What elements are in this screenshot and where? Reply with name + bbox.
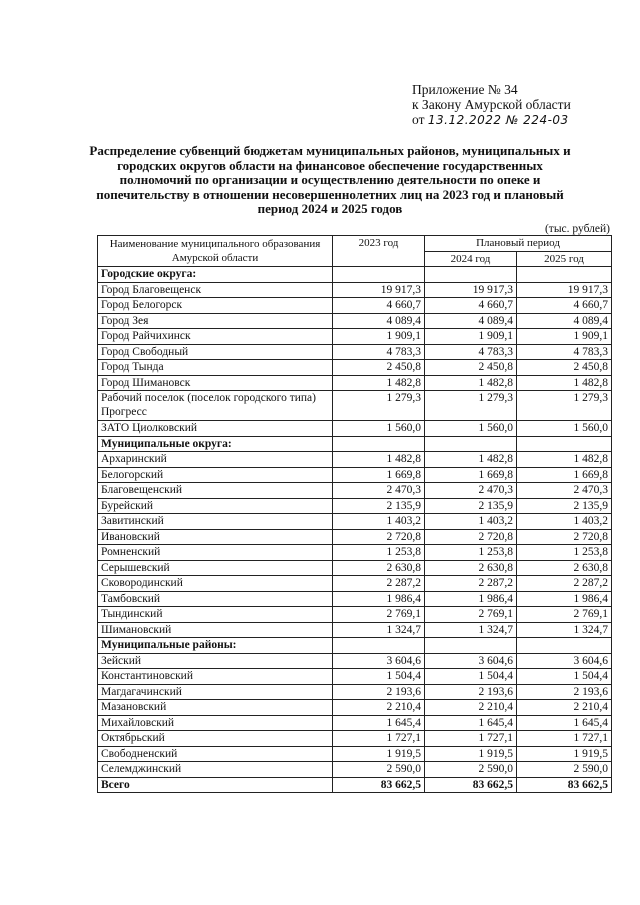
value-2023: 2 720,8 — [333, 529, 425, 545]
value-2023: 2 769,1 — [333, 607, 425, 623]
section-title: Муниципальные районы: — [98, 638, 333, 654]
value-2025: 4 089,4 — [517, 313, 612, 329]
subventions-table — [97, 235, 612, 793]
value-2025: 19 917,3 — [517, 282, 612, 298]
value-2024: 2 630,8 — [425, 560, 517, 576]
value-2025: 2 769,1 — [517, 607, 612, 623]
table-row — [98, 452, 612, 468]
value-2024: 3 604,6 — [425, 653, 517, 669]
municipality-name: Ивановский — [98, 529, 333, 545]
municipality-name: Константиновский — [98, 669, 333, 685]
value-2024: 4 783,3 — [425, 344, 517, 360]
value-2024: 19 917,3 — [425, 282, 517, 298]
table-row — [98, 529, 612, 545]
table-row — [98, 684, 612, 700]
value-2024: 2 720,8 — [425, 529, 517, 545]
municipality-name: ЗАТО Циолковский — [98, 421, 333, 437]
empty-cell — [517, 436, 612, 452]
municipality-name: Шимановский — [98, 622, 333, 638]
header-2024: 2024 год — [425, 251, 517, 267]
value-2024: 1 560,0 — [425, 421, 517, 437]
table-row — [98, 576, 612, 592]
value-2023: 19 917,3 — [333, 282, 425, 298]
units-label: (тыс. рублей) — [544, 223, 610, 235]
empty-cell — [517, 638, 612, 654]
value-2024: 1 253,8 — [425, 545, 517, 561]
value-2023: 3 604,6 — [333, 653, 425, 669]
table-row — [98, 483, 612, 499]
municipality-name: Магдагачинский — [98, 684, 333, 700]
table-row — [98, 731, 612, 747]
table-row — [98, 700, 612, 716]
value-2025: 1 324,7 — [517, 622, 612, 638]
value-2023: 1 324,7 — [333, 622, 425, 638]
header-2023: 2023 год — [333, 236, 425, 267]
table-row — [98, 298, 612, 314]
table-row — [98, 375, 612, 391]
value-2023: 1 482,8 — [333, 452, 425, 468]
table-row — [98, 762, 612, 778]
table-row — [98, 344, 612, 360]
value-2024: 1 909,1 — [425, 329, 517, 345]
value-2023: 1 403,2 — [333, 514, 425, 530]
total-label: Всего — [98, 777, 333, 793]
value-2023: 4 660,7 — [333, 298, 425, 314]
value-2025: 1 482,8 — [517, 375, 612, 391]
value-2025: 2 450,8 — [517, 360, 612, 376]
municipality-name: Тамбовский — [98, 591, 333, 607]
municipality-name: Тындинский — [98, 607, 333, 623]
value-2023: 1 727,1 — [333, 731, 425, 747]
total-row — [98, 777, 612, 793]
section-title: Городские округа: — [98, 267, 333, 283]
value-2025: 1 560,0 — [517, 421, 612, 437]
municipality-name: Город Благовещенск — [98, 282, 333, 298]
table-row — [98, 360, 612, 376]
value-2024: 1 482,8 — [425, 452, 517, 468]
value-2025: 2 193,6 — [517, 684, 612, 700]
municipality-name: Михайловский — [98, 715, 333, 731]
value-2025: 4 660,7 — [517, 298, 612, 314]
value-2024: 2 590,0 — [425, 762, 517, 778]
table-row — [98, 514, 612, 530]
appendix-date-prefix: от — [412, 112, 425, 127]
value-2025: 1 986,4 — [517, 591, 612, 607]
empty-cell — [333, 267, 425, 283]
value-2023: 1 560,0 — [333, 421, 425, 437]
value-2025: 2 470,3 — [517, 483, 612, 499]
value-2025: 1 727,1 — [517, 731, 612, 747]
value-2024: 4 660,7 — [425, 298, 517, 314]
value-2024: 1 482,8 — [425, 375, 517, 391]
municipality-name: Город Зея — [98, 313, 333, 329]
value-2024: 1 986,4 — [425, 591, 517, 607]
value-2024: 2 470,3 — [425, 483, 517, 499]
municipality-name: Ромненский — [98, 545, 333, 561]
value-2024: 2 135,9 — [425, 498, 517, 514]
value-2024: 1 324,7 — [425, 622, 517, 638]
value-2024: 1 403,2 — [425, 514, 517, 530]
municipality-name: Город Шимановск — [98, 375, 333, 391]
municipality-name: Город Тында — [98, 360, 333, 376]
value-2023: 2 210,4 — [333, 700, 425, 716]
value-2023: 2 630,8 — [333, 560, 425, 576]
table-body — [98, 267, 612, 793]
value-2023: 1 482,8 — [333, 375, 425, 391]
value-2024: 2 287,2 — [425, 576, 517, 592]
header-2025: 2025 год — [517, 251, 612, 267]
value-2023: 2 287,2 — [333, 576, 425, 592]
table-row — [98, 607, 612, 623]
value-2025: 1 919,5 — [517, 746, 612, 762]
value-2025: 2 590,0 — [517, 762, 612, 778]
value-2023: 1 669,8 — [333, 467, 425, 483]
value-2023: 1 504,4 — [333, 669, 425, 685]
table-row — [98, 313, 612, 329]
table-row — [98, 498, 612, 514]
municipality-name: Селемджинский — [98, 762, 333, 778]
value-2023: 2 450,8 — [333, 360, 425, 376]
section-row — [98, 267, 612, 283]
value-2024: 2 450,8 — [425, 360, 517, 376]
value-2025: 1 253,8 — [517, 545, 612, 561]
table-row — [98, 282, 612, 298]
municipality-name: Серышевский — [98, 560, 333, 576]
header-plan-period: Плановый период — [425, 236, 612, 252]
appendix-date-line — [412, 112, 571, 128]
value-2023: 4 089,4 — [333, 313, 425, 329]
table-row — [98, 715, 612, 731]
value-2023: 1 919,5 — [333, 746, 425, 762]
value-2025: 1 403,2 — [517, 514, 612, 530]
value-2025: 1 504,4 — [517, 669, 612, 685]
value-2024: 4 089,4 — [425, 313, 517, 329]
municipality-name: Архаринский — [98, 452, 333, 468]
value-2024: 1 645,4 — [425, 715, 517, 731]
empty-cell — [333, 638, 425, 654]
value-2025: 1 482,8 — [517, 452, 612, 468]
table-row — [98, 746, 612, 762]
total-value-2024: 83 662,5 — [425, 777, 517, 793]
value-2025: 2 630,8 — [517, 560, 612, 576]
appendix-law-reference: к Закону Амурской области — [412, 97, 571, 112]
value-2024: 1 279,3 — [425, 391, 517, 421]
municipality-name: Город Белогорск — [98, 298, 333, 314]
value-2023: 4 783,3 — [333, 344, 425, 360]
value-2025: 1 669,8 — [517, 467, 612, 483]
value-2023: 1 279,3 — [333, 391, 425, 421]
value-2024: 1 919,5 — [425, 746, 517, 762]
section-row — [98, 436, 612, 452]
value-2024: 1 669,8 — [425, 467, 517, 483]
section-title: Муниципальные округа: — [98, 436, 333, 452]
table-row — [98, 622, 612, 638]
value-2024: 1 504,4 — [425, 669, 517, 685]
table-row — [98, 560, 612, 576]
municipality-name: Мазановский — [98, 700, 333, 716]
municipality-name: Завитинский — [98, 514, 333, 530]
table-row — [98, 467, 612, 483]
municipality-name: Рабочий поселок (поселок городского типа) Прогресс — [98, 391, 333, 421]
value-2025: 1 909,1 — [517, 329, 612, 345]
value-2023: 2 193,6 — [333, 684, 425, 700]
value-2024: 1 727,1 — [425, 731, 517, 747]
value-2025: 1 279,3 — [517, 391, 612, 421]
table-row — [98, 391, 612, 421]
value-2024: 2 193,6 — [425, 684, 517, 700]
document-title: Распределение субвенций бюджетам муниципальных районов, муниципальных и городских округов области на финансовое обеспечение государственных полномочий по организации и осуществлению деятельности по опеке и попечительству в отношении несовершеннолетних лиц на 2023 год и плановый период 2024 и 2025 годов — [89, 143, 571, 216]
value-2025: 1 645,4 — [517, 715, 612, 731]
header-name: Наименование муниципального образования Амурской области — [98, 236, 333, 267]
total-value-2025: 83 662,5 — [517, 777, 612, 793]
empty-cell — [517, 267, 612, 283]
table-row — [98, 591, 612, 607]
value-2025: 2 135,9 — [517, 498, 612, 514]
value-2025: 2 210,4 — [517, 700, 612, 716]
value-2023: 2 135,9 — [333, 498, 425, 514]
value-2023: 1 253,8 — [333, 545, 425, 561]
appendix-number: Приложение № 34 — [412, 82, 518, 97]
handwritten-date-number: 13.12.2022 № 224-03 — [427, 113, 569, 127]
appendix-header — [412, 82, 571, 128]
table-row — [98, 421, 612, 437]
empty-cell — [425, 436, 517, 452]
value-2023: 2 470,3 — [333, 483, 425, 499]
municipality-name: Благовещенский — [98, 483, 333, 499]
value-2024: 2 210,4 — [425, 700, 517, 716]
municipality-name: Город Райчихинск — [98, 329, 333, 345]
value-2025: 4 783,3 — [517, 344, 612, 360]
total-value-2023: 83 662,5 — [333, 777, 425, 793]
table-row — [98, 653, 612, 669]
value-2023: 1 645,4 — [333, 715, 425, 731]
empty-cell — [425, 267, 517, 283]
value-2024: 2 769,1 — [425, 607, 517, 623]
value-2023: 1 986,4 — [333, 591, 425, 607]
empty-cell — [333, 436, 425, 452]
municipality-name: Октябрьский — [98, 731, 333, 747]
value-2025: 2 720,8 — [517, 529, 612, 545]
municipality-name: Зейский — [98, 653, 333, 669]
section-row — [98, 638, 612, 654]
municipality-name: Сковородинский — [98, 576, 333, 592]
empty-cell — [425, 638, 517, 654]
value-2025: 3 604,6 — [517, 653, 612, 669]
table-row — [98, 329, 612, 345]
value-2023: 1 909,1 — [333, 329, 425, 345]
municipality-name: Город Свободный — [98, 344, 333, 360]
value-2023: 2 590,0 — [333, 762, 425, 778]
value-2025: 2 287,2 — [517, 576, 612, 592]
table-row — [98, 545, 612, 561]
municipality-name: Белогорский — [98, 467, 333, 483]
municipality-name: Бурейский — [98, 498, 333, 514]
municipality-name: Свободненский — [98, 746, 333, 762]
table-row — [98, 669, 612, 685]
